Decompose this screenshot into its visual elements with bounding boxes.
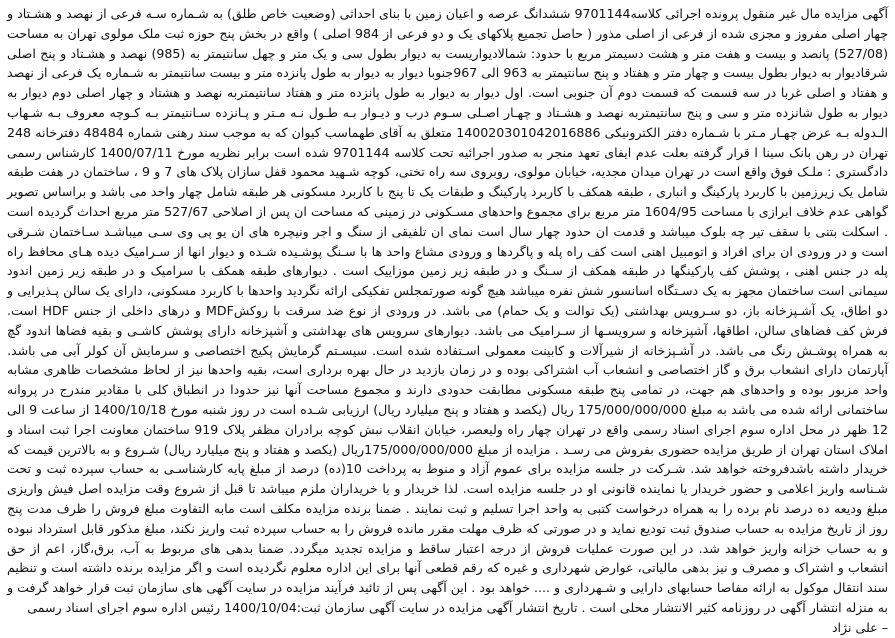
notice-body: آگهی مزایده مال غیر منقول پرونده اجرائی کلاسه9701144 ششدانگ عرصه و اعیان زمین با بنای احداثی (وضعیت خاص طلق) به شـماره سـه فرعی از نهصد و هشـتاد و چهار اصلی مفروز و مجزی شده از فرعی از اصلی مذور ( حاصل تجمیع پلاکهای یک و دو فرعی از 984 اصلی ) واقع در بخش پنج حوزه ثبت ملک مولوی تهران به مساحت (527/08) پانصد و بیست و هفت متر و هشت دسیمتر مربع با حدود: شمالادیواریست به دیوار بطول سی و یک متر و چهل سانتیمتر به (985) نهصد و هشـتاد و پنج اصلی شرقادیوار به دیوار بطول بیست و چهار متر و هفتاد و پنج سانتیمتر به 963 الی 967جنوبا دیوار به دیوار به طول پانزده متر و بیست سانتیمتر به شـماره یک فرعی از نهصد و هفتاد و اصلی غربا در سه قسمت که قسمت دوم آن جنوبی است. اول دیوار به دیوار به طول پانزده متر و هفتاد سانتیمتربه نهصد و هشتاد و چهار اصلی دوم دیوار به دیوار به طول شانزده متر و سی و پنج سانتیمتربه نهصد و هشـتاد و چهـار اصـلی سـوم درب و دیـوار بـه طـول نـه مـتر و پـانزده سـانتیمتر بـه کـوچه معروف بـه شـهاب الـدوله بـه عرض چهـار مـتر با شـماره دفتر الکترونیکی 140020301042016886 متعلق به آقای طهماسب کیوان که به موجب سند رهنی شماره 48484 دفترخانه 248 تهران در رهن بانک سینا ا قرار گرفته بعلت عدم ایفای تعهد منجر به صدور اجرائیه تحت کلاسه 9701144 شده است برابر نظریه مورخ 1400/07/11 کارشناس رسمی دادگستری : ملـک فوق واقع است در تهران میدان مجدیه، خیابان مولوی، روبروی سه راه تختی، کوچه شـهید محمود قفل سازان پلاک های 7 و 9 ، ساختمان در هفت طبقه شامل یک زیرزمین با کاربرد پارکینگ و انباری ، طبقه همکف با کاربرد پارکینگ و طبقات یک تا پنج با کاربرد مسکونی هر طبقه شامل چهار واحد می باشد و براساس تصویر گواهی عدم خلاف ابرازی با مساحت 1604/95 متر مربع برای مجموع واحدهای مسـکونی در زمینی که مساحت ان پس از اصلاحی 527/67 متر مربع احداث گردیده است . اسکلت بتنی با سقف تیر چه بلوک میباشد و قدمت ان حدود چهار سال است نمای ان تلفیقی از سنگ و اجر ونیچره های ان یو پی وی سـی میباشـد سـاختمان شـرقی است و در ورودی ان برای افراد و اتومبیل اهنی است کف راه پله و پاگردها و ورودی مشاع واحد ها با سـنگ پوشـیده شـده و دیوار انها از سـرامیک دیده هـای محافظ راه پله در جنس اهنی ، پوشش کف پارکینگها در طبقه همکف از سـنگ و در طبقه زیر زمین موزاییک است . دیوارهای طبقه همکف با سرامیک و در طبقه زیر زمین اندود سیمانی است ساختمان مجهز به یک دسـتگاه اسانسور شش نفره میباشد هیچ گونه صورتمجلس تفکیکی ارائه نگردید واحدها با کاربرد مسکونی، دارای یک سالن پـذیرایی و دو اطاق، یک آشـپزخانه باز، دو سـرویس بهداشتی (یک توالت و یک حمام) می باشد. در ورودی از نوع ضد سرقت با روکشMDF و درهای داخلی از جنس HDF است. فرش کف فضاهای سالن، اطاقها، آشپزخانه و سرویسـها از سـرامیک می باشد. دیوارهای سرویس های بهداشتی و آشپزخانه دارای پوشش کاشـی و بقیه فضاها اندود گچ به همراه پوشـش رنگ می باشد. در آشـپزخانه از شیرآلات و کابینت معمولی اسـتفاده شده است. سیسـتم گرمایش پکیج اختصاصی و سرمایش آن کولر آبی می باشد. آپارتمان دارای انشعاب برق و گاز اختصاصی و انشعاب آب اشتراکی بوده و در زمان بازدید در حال بهره برداری است، بقیه واحدها نیز از لحاظ مشخصات ظاهری مشابه واحد مزبور بوده و واحدهای هم جهت، در تمامی پنج طبقه مسکونی مطابقت حدودی دارند و مجموع مساحت آنها نیز حدودا در انطباق کلی با مقادیر مندرج در پروانه ساختمانی ارائه شده می باشد به مبلغ 175/000/000/000 ریال (یکصد و هفتاد و پنج میلیارد ریال) ارزیابی شـده است در روز شنبه مورخ 1400/10/18 از ساعت 9 الی 12 ظهر در محل اداره سوم اجرای اسناد رسمی واقع در تهران چهار راه ولیعصر، خیابان انقلاب نبش کوچه برادران مظفر پلاک 919 ساختمان معاونت اجرا ثبت اسناد و املاک استان تهران از طریق مزایده حضوری بفروش می رسـد . مزایده از مبلغ 175/000/000/000ریال (یکصد و هفتاد و پنج میلیارد ریال) شـروع و به بالاترین قیمت که خریدار داشته باشدفروخته خواهد شد. شـرکت در جلسه مزایده برای عموم آزاد و منوط به پرداخت 10(ده) درصد از مبلغ پایه کارشناسـی به حساب سپرده ثبت و تحت شـناسه واریز اعلامی و حضور خریدار یا نماینده قانونی او در جلسه مزایده است. لذا خریدار و یا خریداران ملزم میباشد تا قبل از شروع وقت مزایده اصل فیش واریزی مبلغ ودیعه ده درصد نام برده را به همراه درخواست کتبی به واحد اجرا تسلیم و ثبت نمایند . ضمنا برنده مزایده مکلف است مابه التفاوت مبلغ فروش را ظرف مدت پنج روز از تاریخ مزایده به حساب صندوق ثبت تودیع نماید و در صورتی که ظرف مهلت مقرر مانده فروش را به حساب سپرده ثبت واریز نکند، مبلغ مذکور قابل استرداد نبوده و به حساب خزانه واریز خواهد شد. در این صورت عملیات فروش از درجه اعتبار ساقط و مزایده تجدید میگردد. ضمنا بدهی های مربوط به آب، برق،گاز، اعم از حق انشعاب و اشتراک و مصرف و نیز بدهی مالیاتی، عوارض شهرداری و غیره که رقم قطعی آنها برای این اداره معلوم نگردیده است و اگر مزایده برنده داشته است و تنظیم سند انتقال موکول به ارائه مفاصا حسابهای دارایی و شـهرداری و .... خواهد بود . این آگهی پس از تائید فرآیند مزایده در سایت آگهی های سازمان ثبت قرار خواهد گرفت و به منزله انتشار آگهی در روزنامه کثیر الانتشار محلی است . تاریخ انتشار آگهی مزایده در سایت آگهی سازمان ثبت:1400/10/04 رئیس اداره سوم اجرای اسناد رسمی (7, 6, 889, 615)
notice-signature: – علی نژاد (831, 619, 888, 635)
